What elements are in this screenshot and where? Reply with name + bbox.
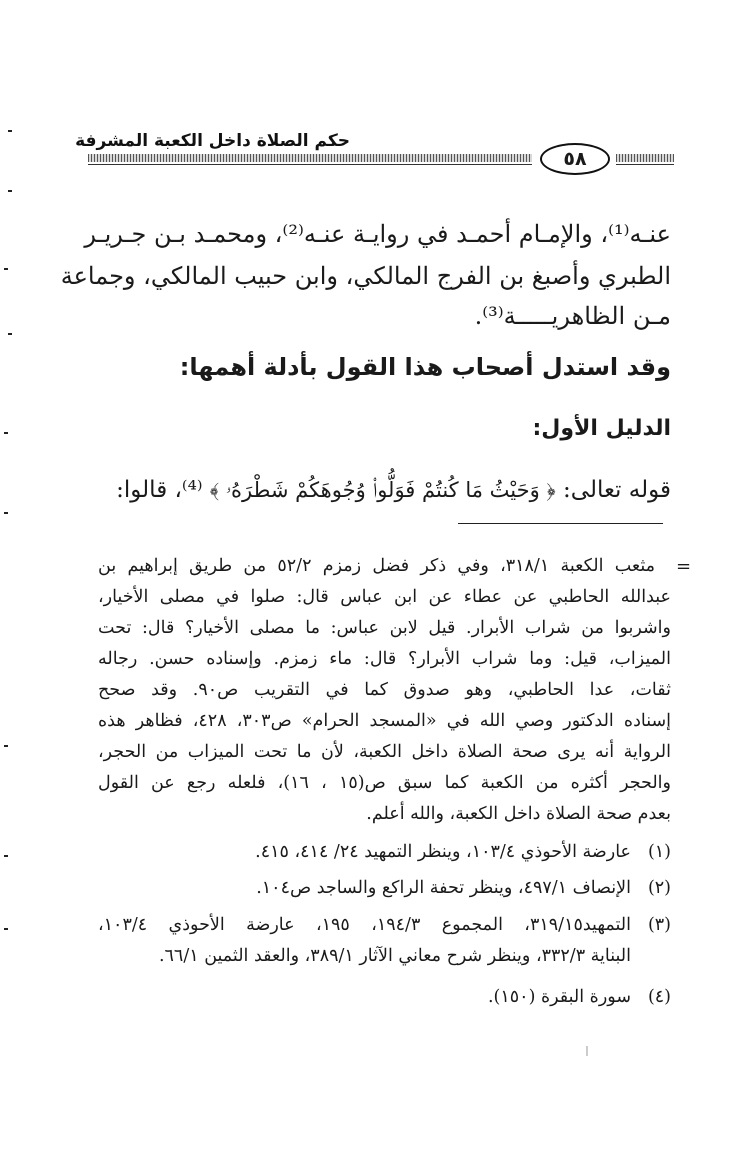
header-rule-line-left [88, 164, 532, 165]
footnote-number: (٢) [647, 878, 671, 898]
footnote-line: إسناده الدكتور وصي الله في «المسجد الحرام» ص٣٠٣، ٤٢٨، فظاهر هذه [98, 711, 671, 731]
body-line: الطبري وأصبغ بن الفرج المالكي، وابن حبيب المالكي، وجماعة [60, 262, 671, 290]
verse-suffix: قالوا: [116, 477, 168, 503]
footnote-line: عبدالله الحاطبي عن عطاء عن ابن عباس قال: صلوا في مصلى الأخيار، [98, 587, 671, 607]
footnote-text: عارضة الأحوذي ١٠٣/٤، وينظر التمهيد ٢٤/ ٤١٤، ٤١٥. [255, 842, 631, 862]
footnote-line: والحجر أكثره من الكعبة كما سبق ص(١٥ ، ١٦)، فلعله رجع عن القول [98, 773, 671, 793]
header-rule-line-right [616, 164, 674, 165]
footnote-number: (٤) [647, 987, 671, 1007]
header-rule-band-left [88, 154, 532, 162]
section-heading: وقد استدل أصحاب هذا القول بأدلة أهمها: [179, 353, 671, 381]
footnote-text: الإنصاف ٤٩٧/١، وينظر تحفة الراكع والساجد ص١٠٤. [256, 878, 631, 898]
scan-speck [8, 190, 12, 192]
footnote-line: بعدم صحة الصلاة داخل الكعبة، والله أعلم. [366, 804, 671, 824]
footnote-line: ثقات، عدا الحاطبي، وهو صدوق كما في التقريب ص٩٠. وقد صحح [98, 680, 671, 700]
footnote-line: مثعب الكعبة ٣١٨/١، وفي ذكر فضل زمزم ٥٢/٢ من طريق إبراهيم بن [98, 556, 655, 576]
footnote-separator [458, 523, 663, 524]
footnote-text: البناية ٣٣٢/٣، وينظر شرح معاني الآثار ٣٨٩/١، والعقد الثمين ٦٦/١. [158, 946, 631, 966]
verse-footnote-ref: ⁽⁴⁾، [174, 477, 203, 503]
evidence-heading: الدليل الأول: [532, 416, 671, 441]
footnote-line: الرواية أنه يرى صحة الصلاة داخل الكعبة، لأن ما تحت الميزاب من الحجر، [98, 742, 671, 762]
body-line: عنـه⁽¹⁾، والإمـام أحمـد في روايـة عنـه⁽²⁾، ومحمـد بـن جـريـر [84, 220, 671, 248]
scan-speck [4, 268, 8, 270]
scan-speck [4, 512, 8, 514]
verse-line [116, 477, 671, 503]
scan-speck [4, 928, 8, 930]
footnote-number: (٣) [647, 915, 671, 935]
quran-verse: ﴿ وَحَيْثُ مَا كُنتُمْ فَوَلُّوا۟ وُجُوهَكُمْ شَطْرَهُۥ ﴾ [209, 478, 556, 502]
body-line: مـن الظاهريـــــة⁽³⁾. [474, 302, 671, 330]
running-header-title: حكم الصلاة داخل الكعبة المشرفة [75, 131, 350, 151]
footnote-line: الميزاب، قيل: وما شراب الأبرار؟ قال: ماء زمزم. وإسناده حسن. رجاله [98, 649, 671, 669]
footnote-number: (١) [647, 842, 671, 862]
footnote-line: واشربوا من شراب الأبرار. قيل لابن عباس: ما مصلى الأخيار؟ قال: تحت [98, 618, 671, 638]
scan-mark [586, 1046, 588, 1056]
footnote-text: التمهيد٣١٩/١٥، المجموع ١٩٤/٣، ١٩٥، عارضة الأحوذي ١٠٣/٤، [98, 915, 631, 935]
scan-speck [4, 432, 8, 434]
scan-speck [4, 745, 8, 747]
header-rule-band-right [616, 154, 674, 162]
scan-speck [8, 130, 12, 132]
page-number-badge: ٥٨ [540, 143, 610, 175]
scan-speck [4, 855, 8, 857]
scan-speck [8, 333, 12, 335]
footnote-text: سورة البقرة (١٥٠). [487, 987, 631, 1007]
footnote-continuation-marker: = [676, 556, 692, 577]
verse-prefix: قوله تعالى: [563, 477, 671, 503]
